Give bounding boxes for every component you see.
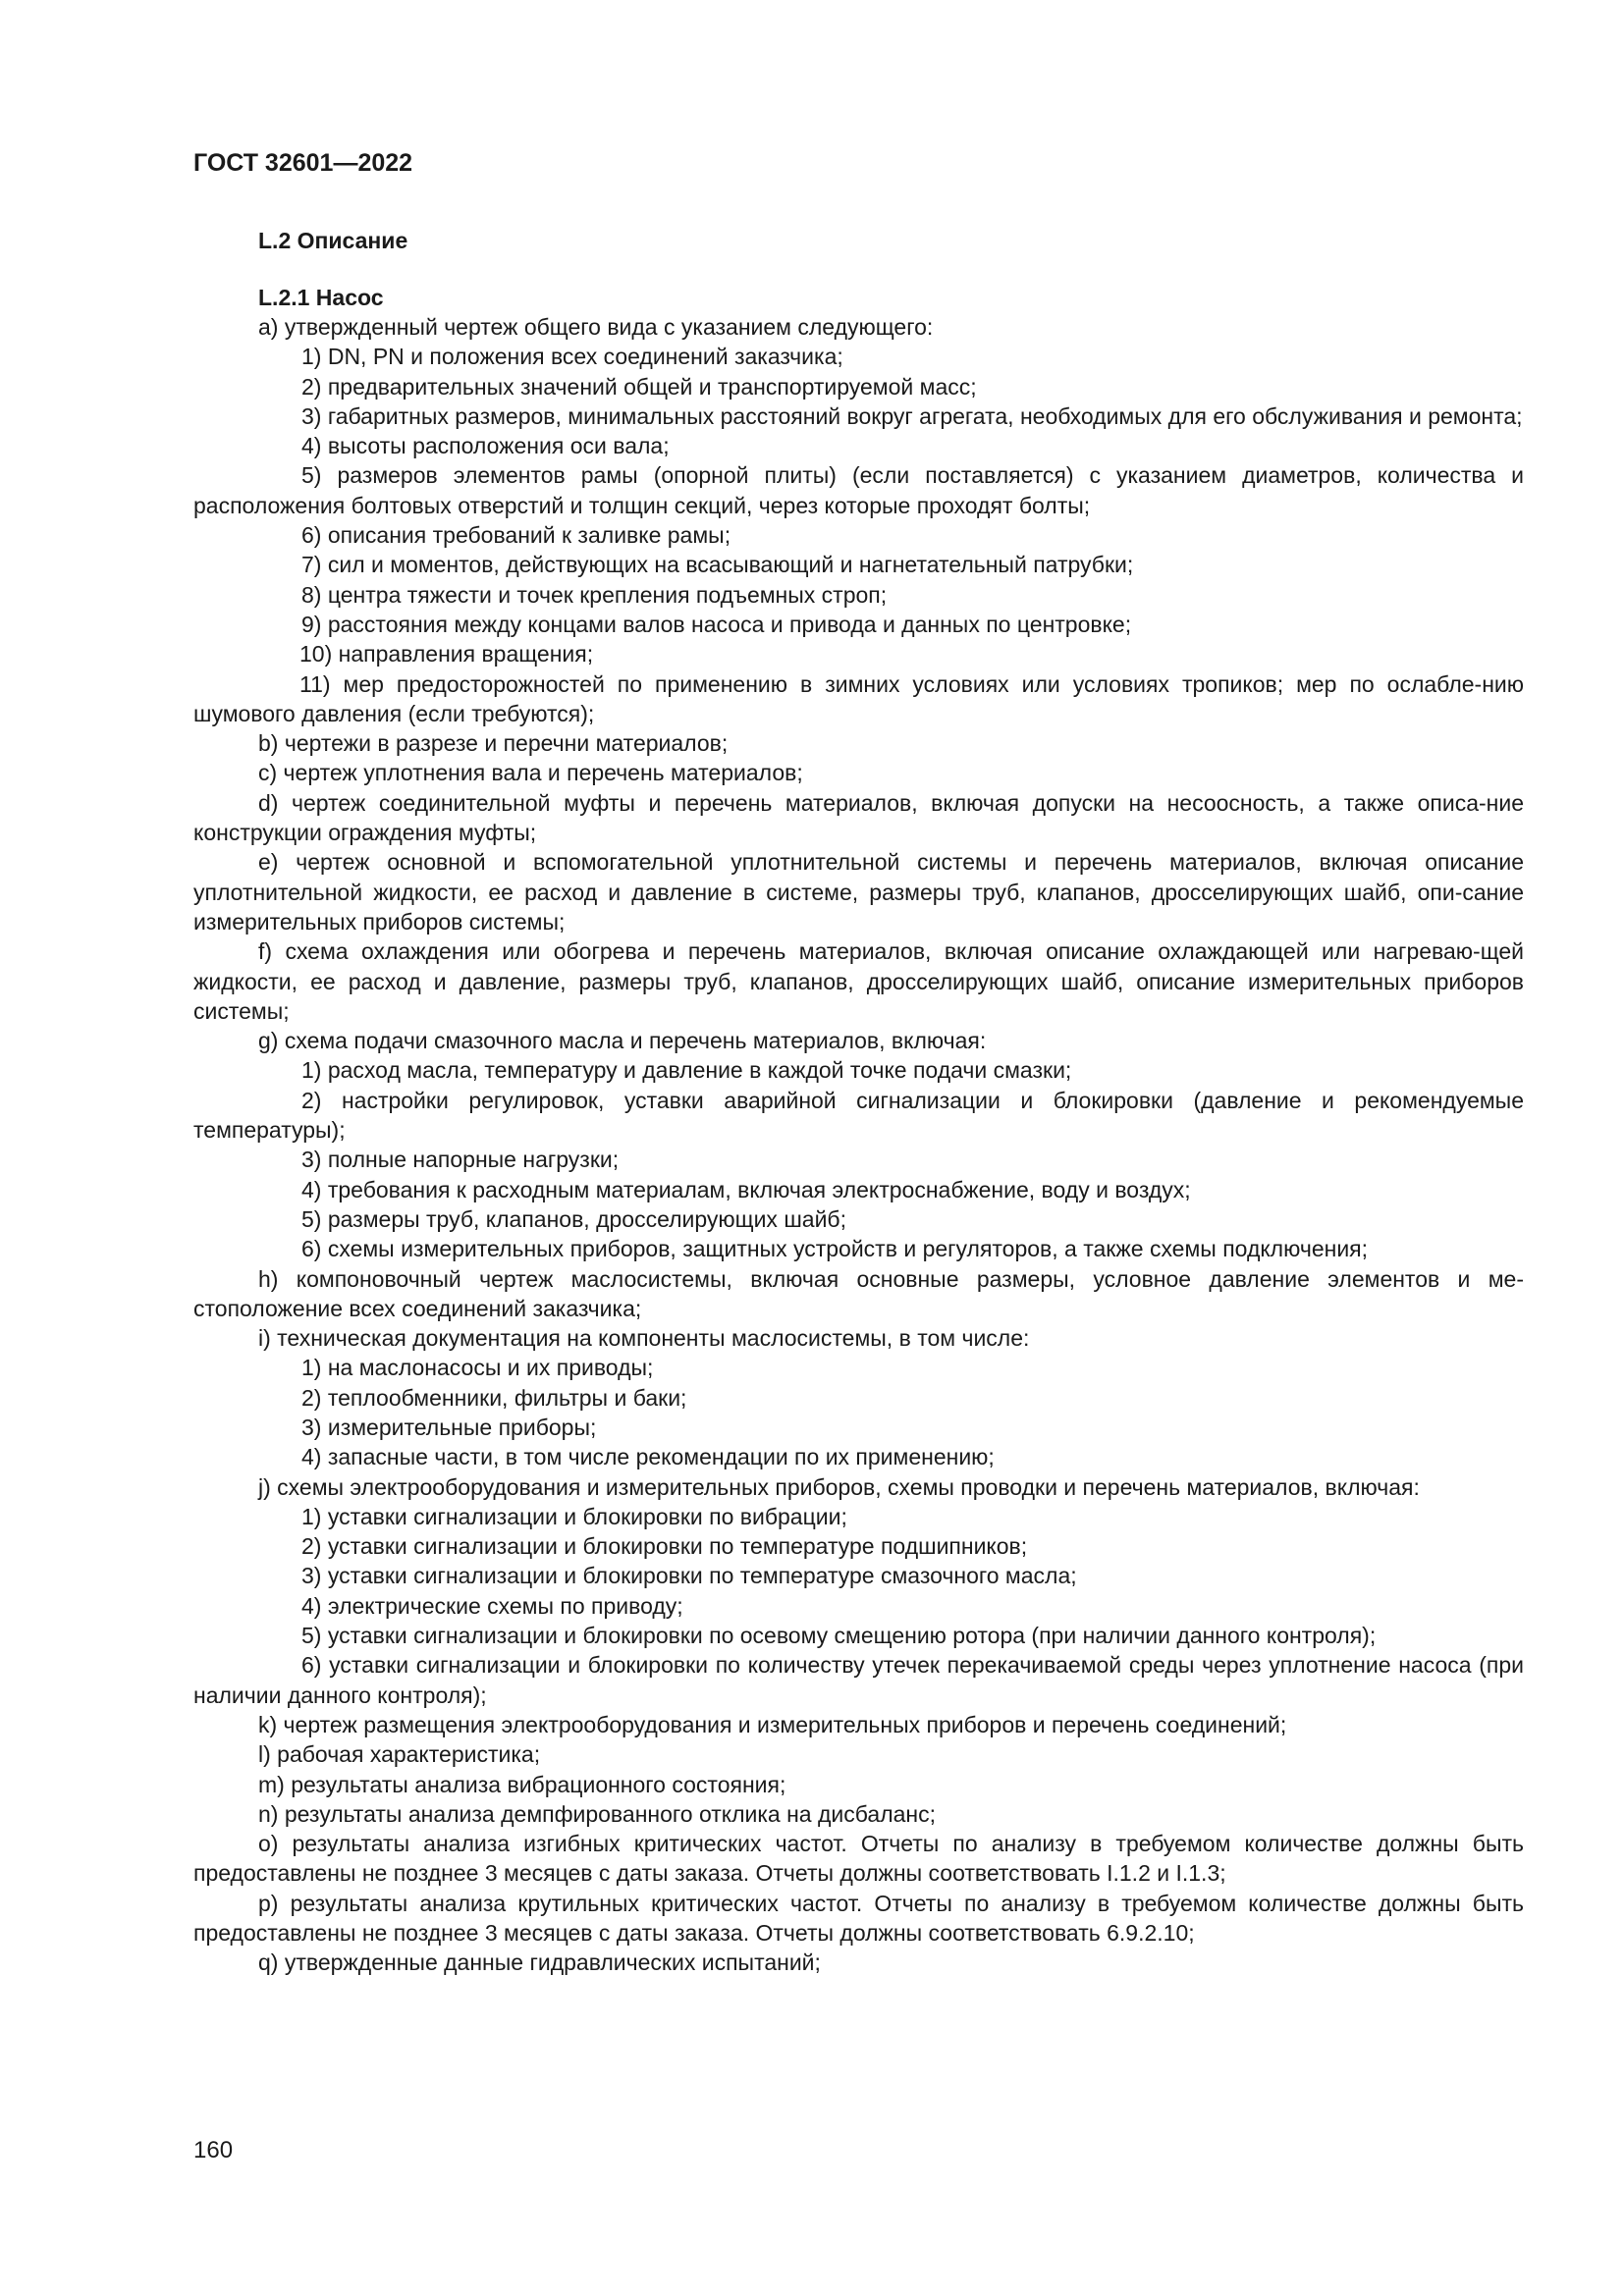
list-item: n) результаты анализа демпфированного отклика на дисбаланс; <box>258 1800 936 1827</box>
list-item: l) рабочая характеристика; <box>258 1741 541 1768</box>
list-item: e) чертеж основной и вспомогательной уплотнительной системы и перечень материалов, включая описание уплотнительной жидкости, ее расход и давление в системе, размеры труб, клапанов, дросселирующих шайб, опи-сание измерительных приборов системы; <box>193 849 1524 934</box>
list-item: a) утвержденный чертеж общего вида с указанием следующего: <box>258 314 934 340</box>
list-item: 6) уставки сигнализации и блокировки по количеству утечек перекачиваемой среды через уплотнение насоса (при наличии данного контроля); <box>193 1652 1524 1708</box>
list-item: 3) измерительные приборы; <box>301 1414 597 1440</box>
list-item: 7) сил и моментов, действующих на всасывающий и нагнетательный патрубки; <box>301 552 1134 578</box>
list-item: 4) запасные части, в том числе рекомендации по их применению; <box>301 1444 995 1470</box>
list-item: d) чертеж соединительной муфты и перечень материалов, включая допуски на несоосность, а также описа-ние конструкции ограждения муфты; <box>193 789 1524 846</box>
list-item: h) компоновочный чертеж маслосистемы, включая основные размеры, условное давление элементов и ме-стоположение всех соединений заказчика; <box>193 1265 1524 1321</box>
list-item: 1) расход масла, температуру и давление в каждой точке подачи смазки; <box>301 1057 1072 1084</box>
list-item: g) схема подачи смазочного масла и перечень материалов, включая: <box>258 1028 987 1054</box>
list-item: 3) габаритных размеров, минимальных расстояний вокруг агрегата, необходимых для его обслуживания и ремонта; <box>301 402 1523 429</box>
section-title: L.2 Описание <box>258 228 408 253</box>
list-item: 4) высоты расположения оси вала; <box>301 433 670 459</box>
list-item: 3) уставки сигнализации и блокировки по температуре смазочного масла; <box>301 1563 1077 1589</box>
list-item: o) результаты анализа изгибных критических частот. Отчеты по анализу в требуемом количестве должны быть предоставлены не позднее 3 месяцев с даты заказа. Отчеты должны соответствовать I.1.2 и I.1.3; <box>193 1831 1524 1887</box>
list-item: j) схемы электрооборудования и измерительных приборов, схемы проводки и перечень материалов, включая: <box>258 1473 1420 1500</box>
list-item: 1) DN, PN и положения всех соединений заказчика; <box>301 344 843 370</box>
list-item: i) техническая документация на компоненты маслосистемы, в том числе: <box>258 1325 1030 1352</box>
list-item: 5) размеры труб, клапанов, дросселирующих шайб; <box>301 1205 846 1232</box>
list-item: b) чертежи в разрезе и перечни материалов; <box>258 730 729 757</box>
list-item: 3) полные напорные нагрузки; <box>301 1147 620 1173</box>
list-item: 8) центра тяжести и точек крепления подъемных строп; <box>301 581 888 608</box>
list-item: 4) электрические схемы по приводу; <box>301 1592 683 1619</box>
list-item: 11) мер предосторожностей по применению в зимних условиях или условиях тропиков; мер по ослабле-нию шумового давления (если требуются); <box>193 670 1524 726</box>
list-item: 2) теплообменники, фильтры и баки; <box>301 1384 687 1411</box>
document-code-header: ГОСТ 32601—2022 <box>193 149 413 177</box>
list-item: p) результаты анализа крутильных критических частот. Отчеты по анализу в требуемом количестве должны быть предоставлены не позднее 3 месяцев с даты заказа. Отчеты должны соответствовать 6.9.2.10; <box>193 1890 1524 1947</box>
requirements-list <box>193 312 1524 1978</box>
list-item: 1) уставки сигнализации и блокировки по вибрации; <box>301 1503 847 1529</box>
list-item: 5) размеров элементов рамы (опорной плиты) (если поставляется) с указанием диаметров, количества и расположения болтовых отверстий и толщин секций, через которые проходят болты; <box>193 462 1524 518</box>
document-body <box>193 226 1524 1978</box>
list-item: q) утвержденные данные гидравлических испытаний; <box>258 1949 821 1976</box>
list-item: 2) предварительных значений общей и транспортируемой масс; <box>301 373 977 400</box>
page-number: 160 <box>193 2137 234 2163</box>
list-item: 1) на маслонасосы и их приводы; <box>301 1355 654 1381</box>
list-item: c) чертеж уплотнения вала и перечень материалов; <box>258 760 803 786</box>
list-item: 4) требования к расходным материалам, включая электроснабжение, воду и воздух; <box>301 1176 1191 1202</box>
list-item: m) результаты анализа вибрационного состояния; <box>258 1771 786 1797</box>
list-item: 2) настройки регулировок, уставки аварийной сигнализации и блокировки (давление и рекомендуемые температуры); <box>193 1087 1524 1144</box>
list-item: 10) направления вращения; <box>299 641 594 667</box>
list-item: 6) описания требований к заливке рамы; <box>301 522 731 549</box>
list-item: 9) расстояния между концами валов насоса и привода и данных по центровке; <box>301 611 1132 637</box>
list-item: k) чертеж размещения электрооборудования и измерительных приборов и перечень соединений; <box>258 1711 1287 1737</box>
list-item: f) схема охлаждения или обогрева и перечень материалов, включая описание охлаждающей или нагреваю-щей жидкости, ее расход и давление, размеры труб, клапанов, дросселирующих шайб, описание измерительных приборов системы; <box>193 938 1524 1024</box>
list-item: 6) схемы измерительных приборов, защитных устройств и регуляторов, а также схемы подключения; <box>301 1236 1369 1262</box>
list-item: 2) уставки сигнализации и блокировки по температуре подшипников; <box>301 1533 1028 1560</box>
list-item: 5) уставки сигнализации и блокировки по осевому смещению ротора (при наличии данного контроля); <box>301 1623 1377 1649</box>
subsection-title: L.2.1 Насос <box>258 285 384 310</box>
